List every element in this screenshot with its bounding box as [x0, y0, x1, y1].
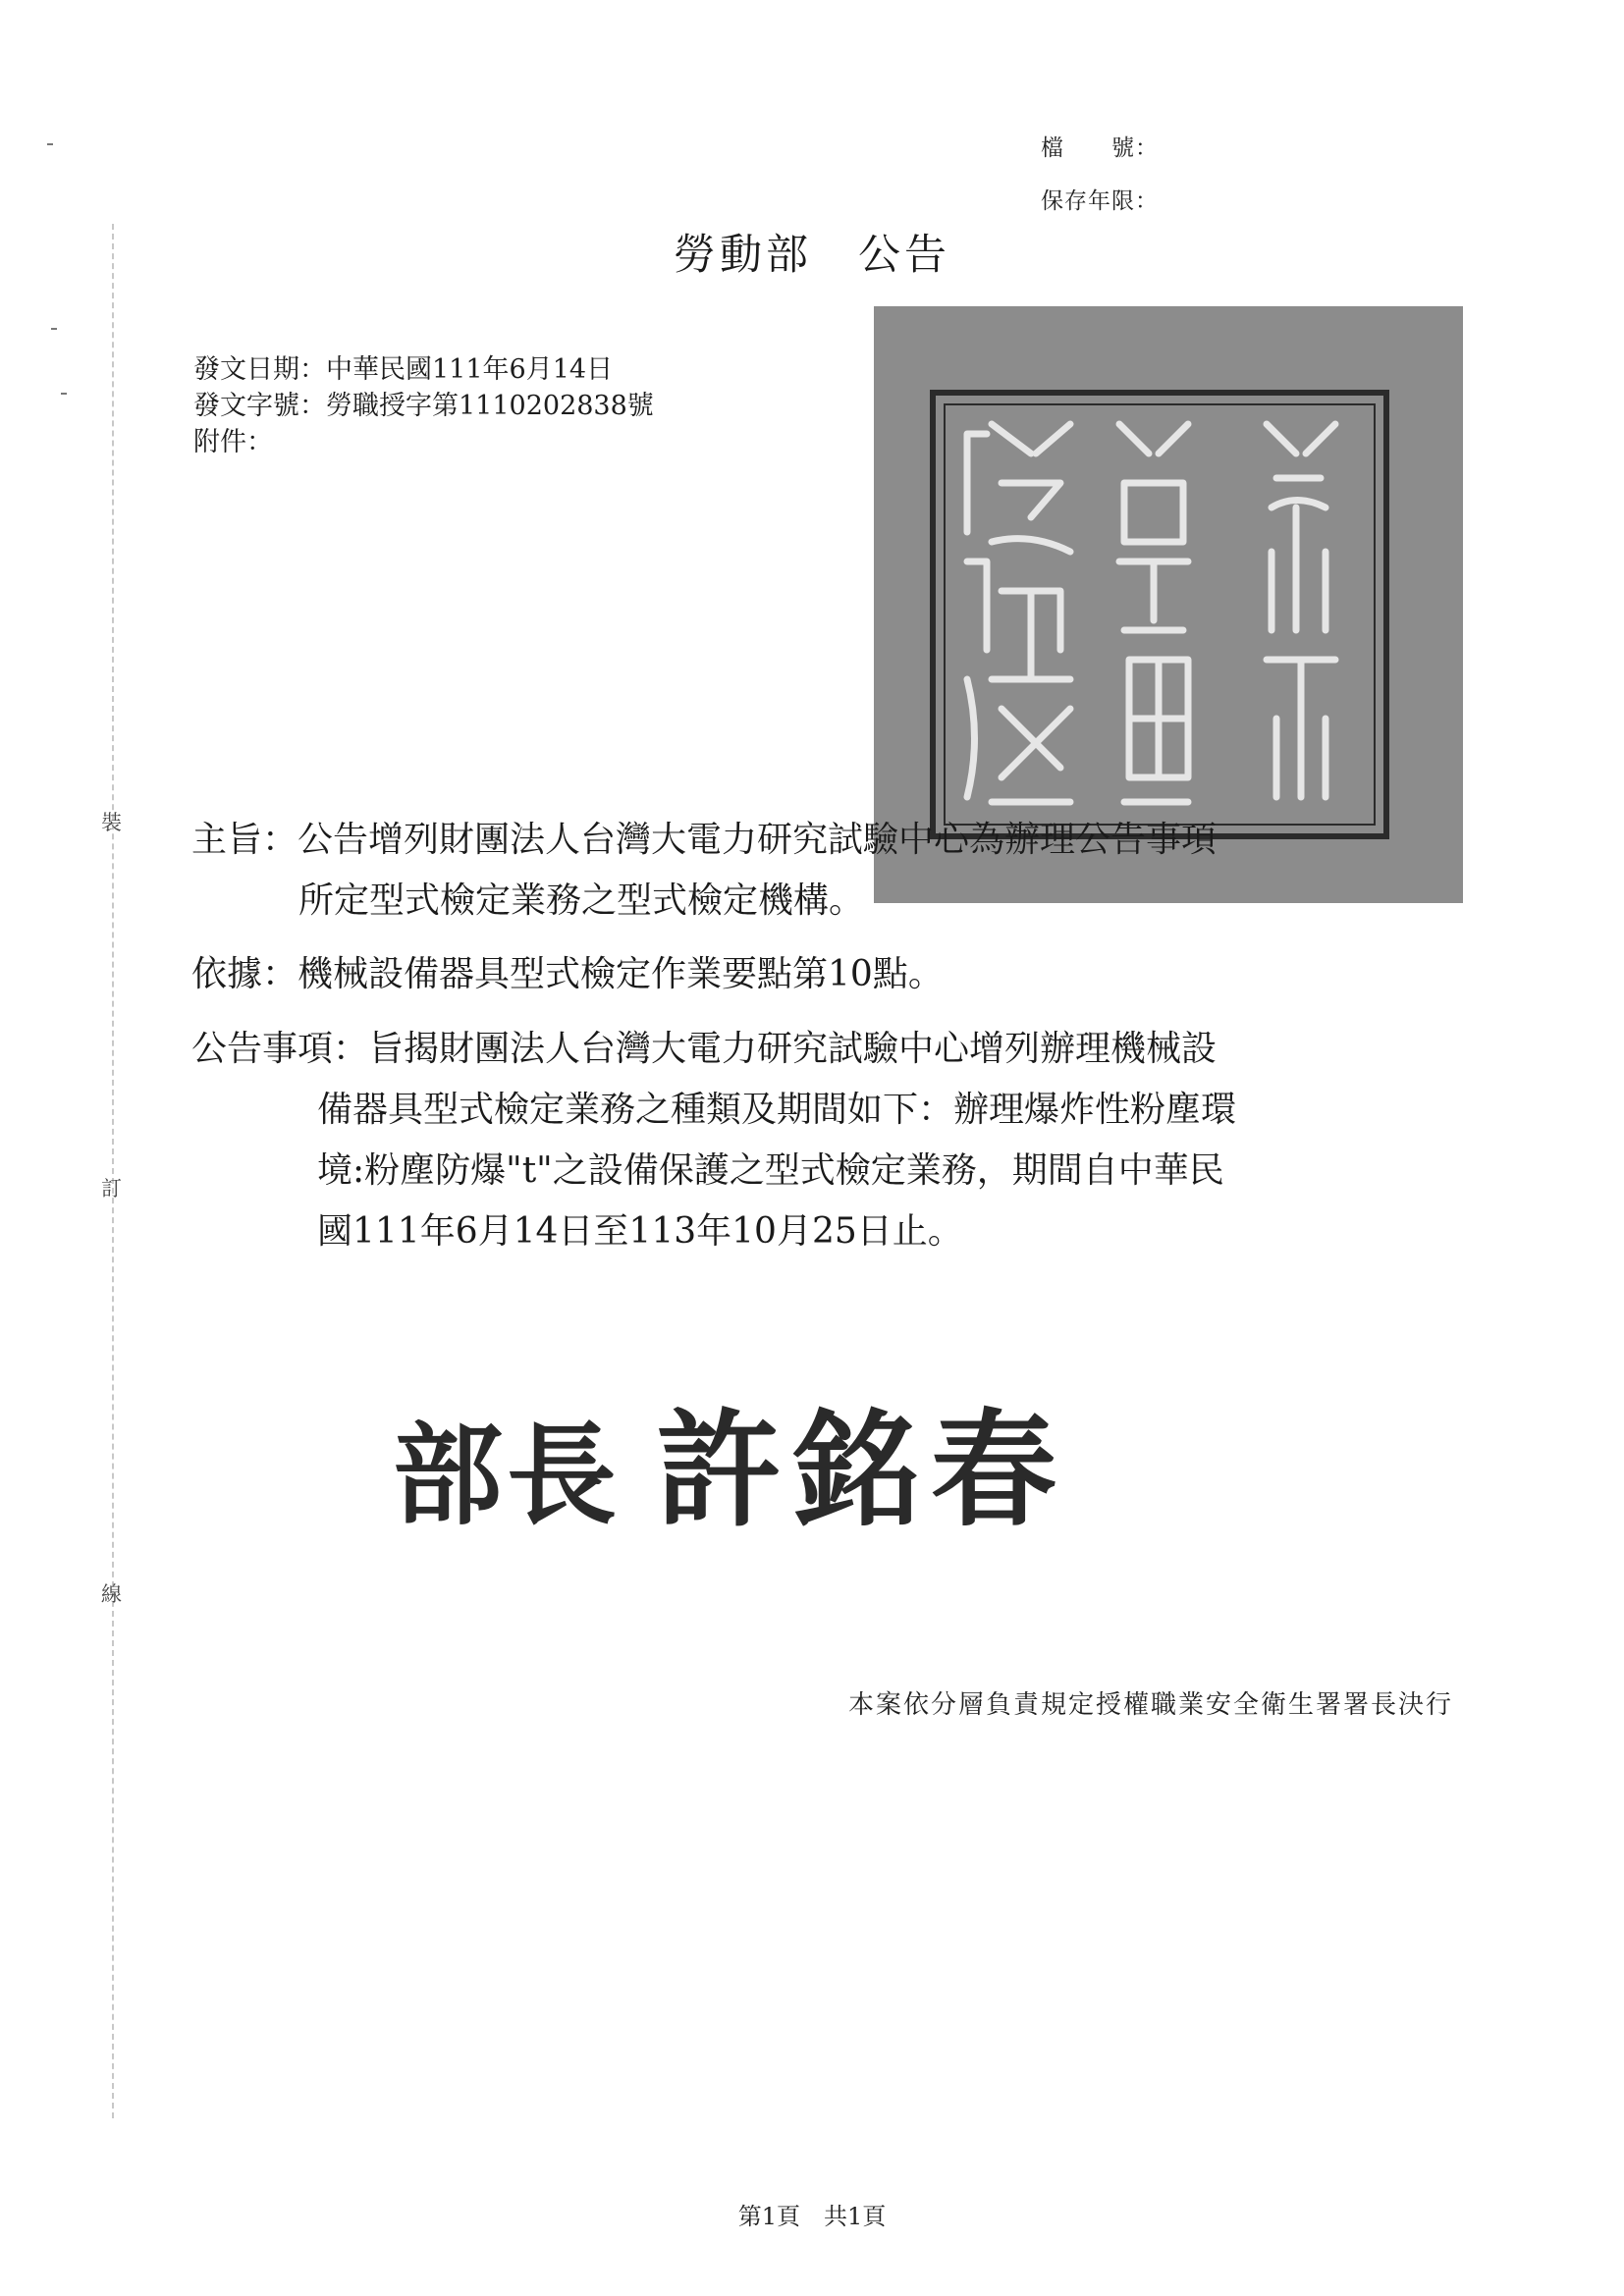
basis-label: 依據：	[191, 954, 298, 994]
binding-line	[112, 224, 114, 2118]
document-number-value: 勞職授字第1110202838號	[326, 391, 654, 421]
minister-title: 部長	[393, 1412, 621, 1540]
notice-label: 公告事項：	[191, 1029, 369, 1069]
issue-date-value: 中華民國111年6月14日	[326, 354, 614, 385]
notice-line-2: 備器具型式檢定業務之種類及期間如下：辦理爆炸性粉塵環	[317, 1090, 1237, 1130]
attachment-label: 附件：	[193, 427, 273, 457]
binding-mark-zhuang: 裝	[101, 811, 122, 834]
page-footer	[0, 2197, 1624, 2231]
minister-signature	[393, 1369, 1068, 1550]
notice-line-3: 境:粉塵防爆"t"之設備保護之型式檢定業務，期間自中華民	[317, 1150, 1224, 1191]
issue-date-label: 發文日期：	[193, 354, 326, 385]
subject-line-2: 所定型式檢定業務之型式檢定機構。	[298, 881, 865, 921]
binding-mark-ding: 訂	[101, 1177, 122, 1201]
document-number-row	[193, 388, 654, 424]
scan-speck	[47, 143, 53, 145]
notice-paragraph	[191, 1019, 1458, 1262]
document-number-label: 發文字號：	[193, 391, 326, 421]
notice-line-4: 國111年6月14日至113年10月25日止。	[317, 1211, 963, 1252]
binding-mark-xian: 線	[101, 1582, 122, 1606]
scan-speck	[61, 393, 67, 395]
basis-paragraph	[191, 944, 1458, 1005]
minister-name: 許銘春	[656, 1397, 1069, 1544]
page-total: 共1頁	[824, 2203, 887, 2230]
basis-text: 機械設備器具型式檢定作業要點第10點。	[298, 954, 944, 994]
notice-line-1: 旨揭財團法人台灣大電力研究試驗中心增列辦理機械設	[368, 1029, 1218, 1069]
subject-paragraph	[191, 810, 1458, 932]
scan-speck	[51, 328, 57, 330]
subject-label: 主旨：	[191, 820, 298, 860]
file-number-label: 檔 號：	[1041, 135, 1159, 161]
issue-date-row	[193, 351, 654, 388]
attachment-row	[193, 424, 654, 460]
meta-block	[193, 351, 654, 460]
delegation-note: 本案依分層負責規定授權職業安全衛生署署長決行	[847, 1690, 1453, 1720]
subject-line-1: 公告增列財團法人台灣大電力研究試驗中心為辦理公告事項	[298, 820, 1218, 860]
retention-period-label: 保存年限：	[1041, 188, 1159, 214]
document-title: 勞動部 公告	[674, 231, 950, 280]
page-number: 第1頁	[737, 2203, 800, 2230]
